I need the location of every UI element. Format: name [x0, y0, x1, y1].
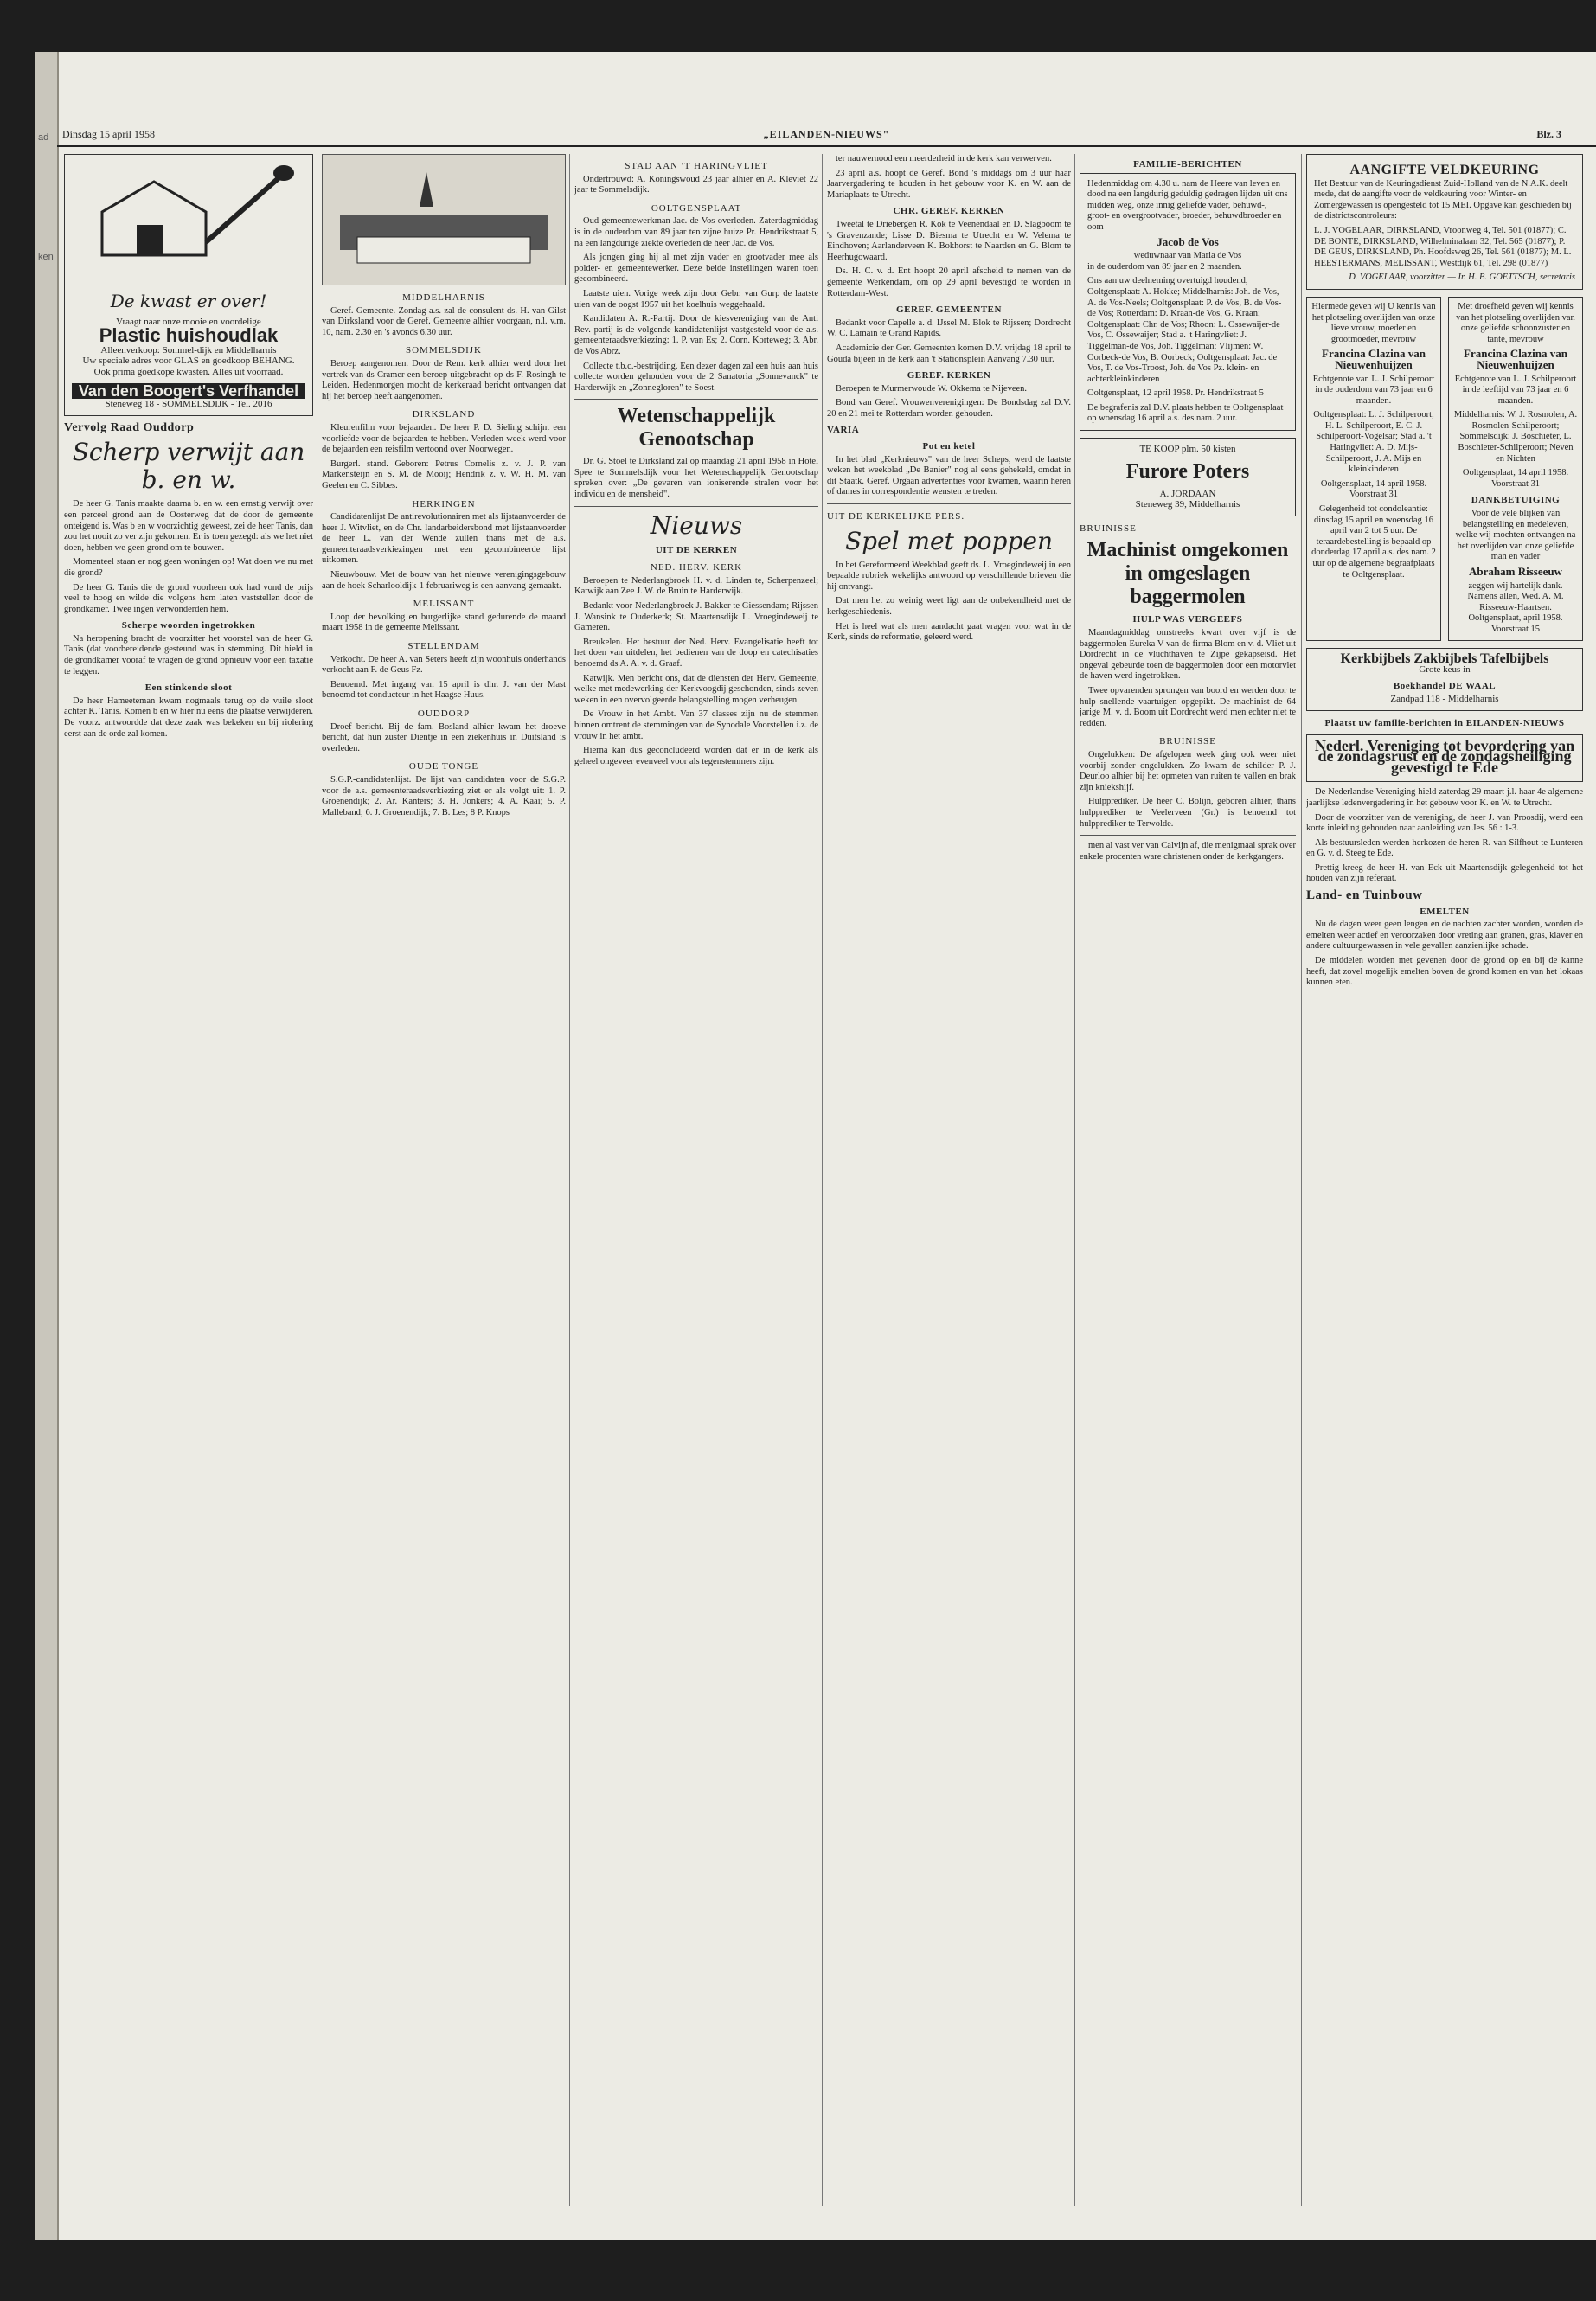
ad-line: Vraagt naar onze mooie en voordelige	[116, 316, 261, 327]
column-2	[322, 154, 566, 2206]
column-3	[574, 154, 818, 2206]
paragraph: Burgerl. stand. Geboren: Petrus Cornelis z. v. J. P. van Markensteijn en S. M. de Mooij; Hendrik z. v. W. H. M. van Geelen en C. Sibbes.	[322, 458, 566, 490]
town-heading: BRUINISSE	[1080, 522, 1137, 534]
deceased-name: Jacob de Vos	[1157, 234, 1219, 248]
paragraph: Prettig kreeg de heer H. van Eck uit Maartensdijk gelegenheid tot het houden van zijn referaat.	[1306, 862, 1583, 884]
paragraph: De middelen worden met gevenen door de grond op en bij de kanne heeft, dat zovel mogelijk emelten boven de grond komen en van het lokaas kunnen eten.	[1306, 956, 1583, 988]
subheading: Een stinkende sloot	[144, 683, 233, 694]
town-heading: SOMMELSDIJK	[405, 345, 482, 356]
town-heading: STAD AAN 'T HARINGVLIET	[625, 161, 768, 171]
previous-page-gutter	[35, 52, 59, 2240]
paragraph: Beroepen te Murmerwoude W. Okkema te Nijeveen.	[836, 383, 1028, 394]
column-1	[64, 154, 313, 2206]
church-heading: GEREF. KERKEN	[907, 370, 991, 381]
notice-body: Echtgenote van L. J. Schilperoort in de leeftijd van 73 jaar en 6 maanden.	[1454, 374, 1577, 406]
paragraph: Maandagmiddag omstreeks kwart over vijf is de baggermolen Eureka V van de firma Blom en v. d. Vliet uit Dordrecht in de vluchthaven te Zijpe gekapseisd. Het ongeval gebeurde toen de baggermolen door een motorvlet de haven werd ingetrokken.	[1080, 628, 1296, 682]
subheading: HULP WAS VERGEEFS	[1132, 614, 1243, 625]
subheading: Scherpe woorden ingetrokken	[121, 620, 256, 631]
town-heading: STELLENDAM	[407, 641, 480, 652]
masthead-title: „EILANDEN-NIEUWS"	[763, 128, 890, 140]
paragraph: Bedankt voor Capelle a. d. IJssel M. Blok te Rijssen; Dordrecht W. C. Lamain te Grand Rapids.	[827, 317, 1071, 339]
town-heading: BRUINISSE	[1159, 736, 1216, 747]
paint-brush-house-illustration	[76, 160, 301, 281]
house-ad: Plaatst uw familie-berichten in EILANDEN-NIEUWS	[1324, 717, 1565, 728]
masthead-date: Dinsdag 15 april 1958	[62, 128, 155, 140]
town-heading: HERKINGEN	[412, 498, 476, 510]
paragraph: De Nederlandse Vereniging hield zaterdag 29 maart j.l. haar 4e algemene jaarlijkse ledenvergadering in het gebouw voor K. en W. te Utrecht.	[1306, 787, 1583, 808]
church-news-title: Nieuws	[650, 510, 743, 540]
paragraph: Verkocht. De heer A. van Seters heeft zijn woonhuis onderhands verkocht aan F. de Geus Fz.	[322, 654, 566, 676]
subheading: EMELTEN	[1420, 906, 1470, 917]
ad-line: Uw speciale adres voor GLAS en goedkoop BEHANG.	[82, 356, 295, 367]
paragraph: Katwijk. Men bericht ons, dat de diensten der Herv. Gemeente, welke met medewerking der Kerkvoogdij geschonden, sinds zeven weken in een overvolgeerde belangstelling mogen verheugen.	[574, 673, 818, 705]
paragraph: In het blad „Kerknieuws" van de heer Scheps, werd de laatste weken het weekblad „De Banier" nog al eens gehekeld, omdat in dit Staatk. Geref. Orgaan advertenties voor kwamen, waarin heren of dames in correspondentie wensten te treden.	[827, 454, 1071, 497]
paragraph: Breukelen. Het bestuur der Ned. Herv. Evangelisatie heeft tot het doen van uitdelen, het bedienen van de doop en catechisaties benoemd ds A. A. v. d. Graaf.	[574, 637, 818, 669]
gutter-fragment: ken	[38, 252, 54, 262]
church-heading: CHR. GEREF. KERKEN	[893, 206, 1005, 217]
divider	[827, 503, 1071, 504]
paragraph: Als jongen ging hij al met zijn vader en grootvader mee als polder- en gemeentewerker. Deze beide instellingen waren toen gecombineerd.	[574, 253, 818, 285]
paragraph: Loop der bevolking en burgerlijke stand gedurende de maand maart 1958 in de gemeente Melissant.	[322, 612, 566, 633]
notice-family: Middelharnis: W. J. Rosmolen, A. Rosmolen-Schilperoort; Sommelsdijk: J. Boschieter, L. Boschieter-Schilperoort; Neven en Nichten	[1453, 410, 1578, 464]
notice-funeral: Gelegenheid tot condoleantie: dinsdag 15 april en woensdag 16 april van 2 tot 5 uur. De teraardebestelling is bepaald op donderdag 17 april a.s. des nam. 2 uur op de algemene begraafplaats te Ooltgensplaat.	[1311, 504, 1436, 580]
ad-seller: A. JORDAAN	[1159, 488, 1216, 499]
paragraph: Academicie der Ger. Gemeenten komen D.V. vrijdag 18 april te Gouda bijeen in de kerk aan 't Stationsplein Aanvang 7.30 uur.	[827, 343, 1071, 364]
article-headline: Spel met poppen	[844, 526, 1054, 555]
ad-address: Steneweg 39, Middelharnis	[1135, 499, 1240, 510]
notice-age: in de ouderdom van 89 jaar en 2 maanden.	[1087, 261, 1242, 272]
paragraph: Geref. Gemeente. Zondag a.s. zal de consulent ds. H. van Gilst van Dirksland voor de Geref. Gemeente alhier voorgaan, n.l. v.m. 10, nam. 2.30 en 's avonds 6.30 uur.	[322, 305, 566, 337]
paragraph: S.G.P.-candidatenlijst. De lijst van candidaten voor de S.G.P. voor de a.s. gemeenteraadsverkiezing ziet er als volgt uit: 1. P. Groenendijk; 2. Ar. Kanters; 3. H. Jonkers; 4. A. Kaai; 5. P. Malleband; 6. J. Groenendijk; 7. B. Les; 8 P. Knops	[322, 774, 566, 817]
gutter-fragment: ad	[38, 132, 49, 143]
ad-product: Plastic huishoudlak	[99, 324, 279, 347]
notice-intro: Hedenmiddag om 4.30 u. nam de Heere van leven en dood na een langdurig geduldig gedragen lijden uit ons midden weg, onze innig geliefde vader, behuwd-, groot- en overgrootvader, broeder, behuwdbroeder en oom	[1087, 178, 1288, 232]
deceased-name: Francina Clazina van Nieuwenhuijzen	[1322, 347, 1426, 371]
paragraph: De Vrouw in het Ambt. Van 37 classes zijn nu de stemmen binnen omtrent de stemmingen van de Synodale Voorstellen i.z. de vrouw in het ambt.	[574, 709, 818, 741]
masthead-page-number: Blz. 3	[1536, 128, 1561, 140]
column-rule	[1301, 154, 1302, 2206]
town-heading: OUDDORP	[417, 708, 471, 719]
notice-date: Ooltgensplaat, 12 april 1958. Pr. Hendrikstraat 5	[1087, 388, 1264, 399]
paragraph: Nu de dagen weer geen lengen en de nachten zachter worden, worden de emelten weer actief en veroorzaken door vreting aan granen, gras, klaver en andere cultuurgewassen in vele gevallen aanzienlijke schade.	[1306, 920, 1583, 952]
ad-line: Ook prima goedkope kwasten. Alles uit voorraad.	[93, 366, 284, 377]
section-heading: UIT DE KERKELIJKE PERS.	[827, 511, 965, 522]
column-rule	[1074, 154, 1075, 2206]
paragraph: Kandidaten A. R.-Partij. Door de kiesvereniging van de Anti Rev. partij is de volgende kandidatenlijst vastgesteld voor de a.s. gemeenteraadsverkiezing: 1. P. van Es; 2. Corn. Korteweg; 3. Abr. de Vos Abrz.	[574, 314, 818, 356]
paragraph: Nieuwbouw. Met de bouw van het nieuwe verenigingsgebouw aan de hoek Scharlooldijk-1 februariweg is een aanvang gemaakt.	[322, 570, 566, 591]
paragraph: Kleurenfilm voor bejaarden. De heer P. D. Sieling schijnt een voorliefde voor de bejaarden te hebben. Verleden week werd voor de bejaarden een reisfilm vertoond over Noorwegen.	[322, 422, 566, 455]
notice-family: Ooltgensplaat: L. J. Schilperoort, H. L. Schilperoort, E. C. J. Schilperoort-Vogelsar; Stad a. 't Haringvliet: A. D. Mijs-Schilperoort, J. A. Mijs en kleinkinderen	[1313, 410, 1434, 475]
ad-slogan: De kwast er over!	[110, 290, 267, 311]
newspaper-page	[35, 52, 1596, 2240]
paragraph: Dat men het zo weinig weet ligt aan de onbekendheid met de kerkgeschiedenis.	[827, 596, 1071, 617]
ad-address: Steneweg 18 - SOMMELSDIJK - Tel. 2016	[105, 399, 272, 410]
ad-shop: Boekhandel DE WAAL	[1393, 680, 1497, 691]
paragraph: Hierna kan dus geconcludeerd worden dat er in de kerk als geheel ongeveer evenveel voor als tegenstemmers zijn.	[574, 746, 818, 766]
paragraph: Twee opvarenden sprongen van boord en werden door te hulp snellende vaartuigen opgepikt. De machinist de 64 jarige M. v. d. Boom uit Dordrecht werd men echter niet te redden.	[1080, 686, 1296, 728]
paint-advertisement	[64, 154, 313, 416]
sunday-rest-article	[1306, 734, 1583, 783]
notice-family: Ons aan uw deelneming overtuigd houdend, Ooltgensplaat: A. Hokke; Middelharnis: Joh. de Vos, A. de Vos-Neels; Ooltgensplaat: P. de Vos, B. de Vos-de Vos; Rotterdam: D. Kraan-de Vos, G. Kraan; Ooltgensplaat: Chr. de Vos; Rhoon: L. Ossewaijer-de Vos, C. Ossewaijer; Stad a. 't Haringvliet: J. Tiggelman-de Vos, Joh. Tiggelman; Vlijmen: W. Oorbeck-de Vos, B. Oorbeck; Ooltgensplaat: Jac. de Vos, T. de Vos-Troost, Joh. de Vos Pz. klein- en achterkleinkinderen	[1087, 276, 1282, 384]
column-4	[827, 154, 1071, 2206]
thanks-body: Voor de vele blijken van belangstelling en medeleven, welke wij mochten ontvangen na het overlijden van onze geliefde man en vader	[1455, 509, 1576, 562]
divider	[574, 399, 818, 400]
notice-signature: D. VOGELAAR, voorzitter — Ir. H. B. GOETTSCH, secretaris	[1349, 272, 1575, 283]
thanks-heading: DANKBETUIGING	[1471, 495, 1561, 506]
death-notice	[1306, 297, 1441, 641]
paragraph: De heer Hameeteman kwam nogmaals terug op de vuile sloot achter K. Tanis. Komen b en w hier nu eens die plaatse verwijderen. De voorz. antwoordde dat deze zaak was bekeken en bij riolering eerst aan de orde zal komen.	[64, 695, 313, 739]
ad-product: Furore Poters	[1125, 459, 1250, 483]
paragraph: Na heropening bracht de voorzitter het voorstel van de heer G. Tanis (dat voorbereidende gesteund was in stemming. Dit hield in de grondkamer vooraf te vragen de grond opnieuw voor een taxatie te leggen.	[64, 633, 313, 676]
notice-intro: Met droefheid geven wij kennis van het plotseling overlijden van onze geliefde schoonzuster en tante, mevrouw	[1456, 301, 1575, 344]
divider	[574, 506, 818, 507]
town-heading: OUDE TONGE	[408, 761, 479, 772]
town-heading: MIDDELHARNIS	[402, 292, 485, 303]
notice-intro: Hiermede geven wij U kennis van het plotseling overlijden van onze lieve vrouw, moeder en grootmoeder, mevrouw	[1311, 301, 1436, 344]
ad-line: Grote keus in	[1419, 664, 1471, 676]
masthead	[57, 126, 1596, 147]
church-heading: GEREF. GEMEENTEN	[896, 304, 1002, 316]
article-headline: Nederl. Vereniging tot bevordering van de zondagsrust en de zondagsheiliging gevestigd te Ede	[1314, 736, 1575, 776]
village-skyline-icon	[323, 155, 565, 285]
section-heading: Land- en Tuinbouw	[1306, 888, 1423, 903]
paragraph: Momenteel staan er nog geen woningen op! Wat doen we nu met die grond?	[64, 557, 313, 578]
notice-funeral: De begrafenis zal D.V. plaats hebben te Ooltgensplaat op woensdag 16 april a.s. des nam. 2 uur.	[1087, 402, 1284, 424]
paragraph: Het is heel wat als men aandacht gaat vragen voor wat in de Kerk, sinds de reformatie, geleerd werd.	[827, 621, 1071, 643]
ad-product: Kerkbijbels Zakbijbels Tafelbijbels	[1340, 651, 1549, 666]
article-headline: Scherp verwijt aan b. en w.	[72, 438, 305, 495]
paragraph: Ongelukken: De afgelopen week ging ook weer niet voorbij zonder ongelukken. Zo kwam de schilder P. J. Deurloo alhier bij het opmeten van ruiten te vallen en brak zijn kniekshijf.	[1080, 749, 1296, 792]
paragraph: Candidatenlijst De antirevolutionairen met als lijstaanvoerder de heer J. Witvliet, en de Chr. landarbeidersbond met lijstaanvoerder de heer L. van der Wende zullen thans met de a.s. gemeenteraadsverkiezingen met een gecombineerde lijst uitkomen.	[322, 512, 566, 566]
church-heading: NED. HERV. KERK	[650, 562, 743, 574]
deceased-name: Francina Clazina van Nieuwenhuijzen	[1464, 347, 1567, 371]
column-5	[1080, 154, 1296, 2206]
subheading: Pot en ketel	[922, 441, 976, 452]
section-heading: Vervolg Raad Ouddorp	[64, 420, 195, 434]
gutter-fragments	[38, 130, 57, 1995]
paragraph: Bedankt voor Nederlangbroek J. Bakker te Giessendam; Rijssen J. Wansink te Ouderkerk; St. Maartensdijk L. Vroegindeweij te Gameren.	[574, 601, 818, 633]
notice-title: AANGIFTE VELDKEURING	[1349, 163, 1540, 177]
paragraph: Door de voorzitter van de vereniging, de heer J. van Proosdij, werd een korte inleiding gehouden naar aanleiding van Jes. 56 : 1-3.	[1306, 812, 1583, 834]
notice-list: L. J. VOGELAAR, DIRKSLAND, Vroonweg 4, Tel. 501 (01877); C. DE BONTE, DIRKSLAND, Wilhelminalaan 32, Tel. 565 (01877); P. DE GEUS, DIRKSLAND, Ph. Hoofdsweg 26, Tel. 561 (01877); M. L. HEESTERMANS, MELISSANT, Westdijk 61, Tel. 298 (01877)	[1314, 225, 1572, 268]
column-rule	[569, 154, 570, 2206]
divider	[1080, 835, 1296, 836]
paragraph: men al vast ver van Calvijn af, die menigmaal sprak over enkele procenten ware christenen onder de kerkgangers.	[1080, 841, 1296, 862]
paragraph: Dr. G. Stoel te Dirksland zal op maandag 21 april 1958 in Hotel Spee te Sommelsdijk voor het Wetenschappelijk Genootschap spreken over: „De gevaren van ioniserende stralen voor het individu en de mensheid".	[574, 457, 818, 500]
paragraph: Ds. H. C. v. d. Ent hoopt 20 april afscheid te nemen van de gemeente Werkendam, om op 29 april bevestigd te worden in Rotterdam-West.	[827, 266, 1071, 298]
church-news-subtitle: UIT DE KERKEN	[655, 544, 738, 555]
paragraph: Oud gemeentewerkman Jac. de Vos overleden. Zaterdagmiddag is in de ouderdom van 89 jaar ten zijne huize Pr. Hendrikstraat 5, na een langdurige ziekte overleden de heer Jac. de Vos.	[574, 216, 818, 248]
section-heading: VARIA	[827, 425, 860, 436]
notice-body: Echtgenote van L. J. Schilperoort in de ouderdom van 73 jaar en 6 maanden.	[1312, 374, 1435, 406]
town-heading: DIRKSLAND	[412, 409, 476, 420]
ad-line: Alleenverkoop: Sommel-dijk en Middelharnis	[100, 344, 277, 356]
paragraph: Als bestuursleden werden herkozen de heren R. van Silfhout te Lunteren en G. v. d. Steeg te Ede.	[1306, 837, 1583, 859]
paragraph: De heer G. Tanis maakte daarna b. en w. een ernstig verwijt over een perceel grond aan de Oosterweg dat de door de gemeente onteigend is. Was b en w voorzichtig geweest, zei de heer Tanis, dan zou het nooit zo ver zijn gekomen. Er is toen gezegd: als we het niet doen, hebben we geen grond om te bouwen.	[64, 499, 313, 553]
bible-advertisement	[1306, 648, 1583, 711]
notice-spouse: weduwnaar van Maria de Vos	[1133, 251, 1242, 261]
potato-advertisement	[1080, 438, 1296, 516]
paragraph: Bond van Geref. Vrouwenverenigingen: De Bondsdag zal D.V. 20 en 21 mei te Rotterdam worden gehouden.	[827, 398, 1071, 419]
regional-news-illustration	[322, 154, 566, 285]
paragraph: In het Gereformeerd Weekblad geeft ds. L. Vroegindeweij in een bepaalde rubriek wekelijks antwoord op verschillende brieven die hij ontvangt.	[827, 560, 1071, 592]
thanks-signature: zeggen wij hartelijk dank. Namens allen, Wed. A. M. Risseeuw-Haartsen. Ooltgensplaat, april 1958. Voorstraat 15	[1467, 580, 1564, 634]
paragraph: Laatste uien. Vorige week zijn door Gebr. van Gurp de laatste uien van de oogst 1957 uit het koelhuis weggehaald.	[574, 288, 818, 310]
death-notice	[1448, 297, 1583, 641]
inspection-notice	[1306, 154, 1583, 290]
paragraph: Droef bericht. Bij de fam. Bosland alhier kwam het droeve bericht, dat hun zuster Dientje in een ziekenhuis in Duitsland is overleden.	[322, 721, 566, 753]
paragraph: Tweetal te Driebergen R. Kok te Veenendaal en D. Slagboom te 's Gravenzande; Lisse D. Biesma te Utrecht en W. Velema te Eindhoven; Aarlanderveen K. Bokhorst te Naarden en G. Blom te Heerhugowaard.	[827, 219, 1071, 262]
thanks-name: Abraham Risseeuw	[1469, 565, 1562, 578]
paragraph: ter nauwernood een meerderheid in de kerk kan verwerven.	[836, 154, 1052, 163]
paragraph: Beroepen te Nederlangbroek H. v. d. Linden te, Scherpenzeel; Katwijk aan Zee J. W. de Bruin te Harderwijk.	[574, 575, 818, 597]
column-6	[1306, 154, 1583, 2206]
town-heading: OOLTGENSPLAAT	[651, 202, 742, 214]
notice-body: Het Bestuur van de Keuringsdienst Zuid-Holland van de N.A.K. deelt mede, dat de aangifte voor de veldkeuring voor Winter- en Zomergewassen is opengesteld tot 15 MEI. Opgave kan geschieden bij de districtscontroleurs:	[1314, 178, 1572, 221]
paragraph: Collecte t.b.c.-bestrijding. Een dezer dagen zal een huis aan huis collecte worden gehouden voor de 2 Sanatoria „Sonnevanck" te Harderwijk en „Zonnegloren" te Soest.	[574, 361, 818, 393]
paragraph: Hulpprediker. De heer C. Bolijn, geboren alhier, thans hulpprediker te Veelerveen (Gr.) is benoemd tot hulpprediker te Terwolde.	[1080, 797, 1296, 829]
family-notices-heading: FAMILIE-BERICHTEN	[1133, 159, 1242, 170]
notice-date: Ooltgensplaat, 14 april 1958. Voorstraat 31	[1320, 478, 1427, 500]
column-rule	[822, 154, 823, 2206]
death-notice	[1080, 173, 1296, 431]
death-notices-row	[1306, 297, 1583, 648]
paragraph: De heer G. Tanis die de grond voorheen ook had vond de prijs veel te hoog en wilde die volgens hem laten vaststellen door de grondkamer. Twee ingen verwonderden hem.	[64, 582, 313, 614]
article-headline: Wetenschappelijk Genootschap	[617, 405, 776, 452]
ad-address: Zandpad 118 - Middelharnis	[1390, 694, 1499, 705]
ad-company: Van den Boogert's Verfhandel	[72, 383, 305, 400]
article-headline: Machinist omgekomen in omgeslagen baggermolen	[1086, 539, 1289, 609]
town-heading: MELISSANT	[413, 599, 475, 610]
paragraph: Ondertrouwd: A. Koningswoud 23 jaar alhier en A. Kleviet 22 jaar te Sommelsdijk.	[574, 174, 818, 195]
paragraph: Beroep aangenomen. Door de Rem. kerk alhier werd door het vertrek van ds Cramer een beroep uitgebracht op ds F. Rosingh te Leiden. Hedenmorgen mocht de kerkeraad bericht ontvangen dat hij het beroep heeft aangenomen.	[322, 358, 566, 401]
ad-line: TE KOOP plm. 50 kisten	[1139, 444, 1236, 455]
paragraph: 23 april a.s. hoopt de Geref. Bond 's middags om 3 uur haar Jaarvergadering te houden in het gebouw voor K. en W. aan de Mariaplaats te Utrecht.	[827, 168, 1071, 200]
notice-date: Ooltgensplaat, 14 april 1958. Voorstraat 31	[1462, 468, 1569, 489]
paragraph: Benoemd. Met ingang van 15 april is dhr. J. van der Mast benoemd tot conducteur in het Haagse Huus.	[322, 679, 566, 701]
